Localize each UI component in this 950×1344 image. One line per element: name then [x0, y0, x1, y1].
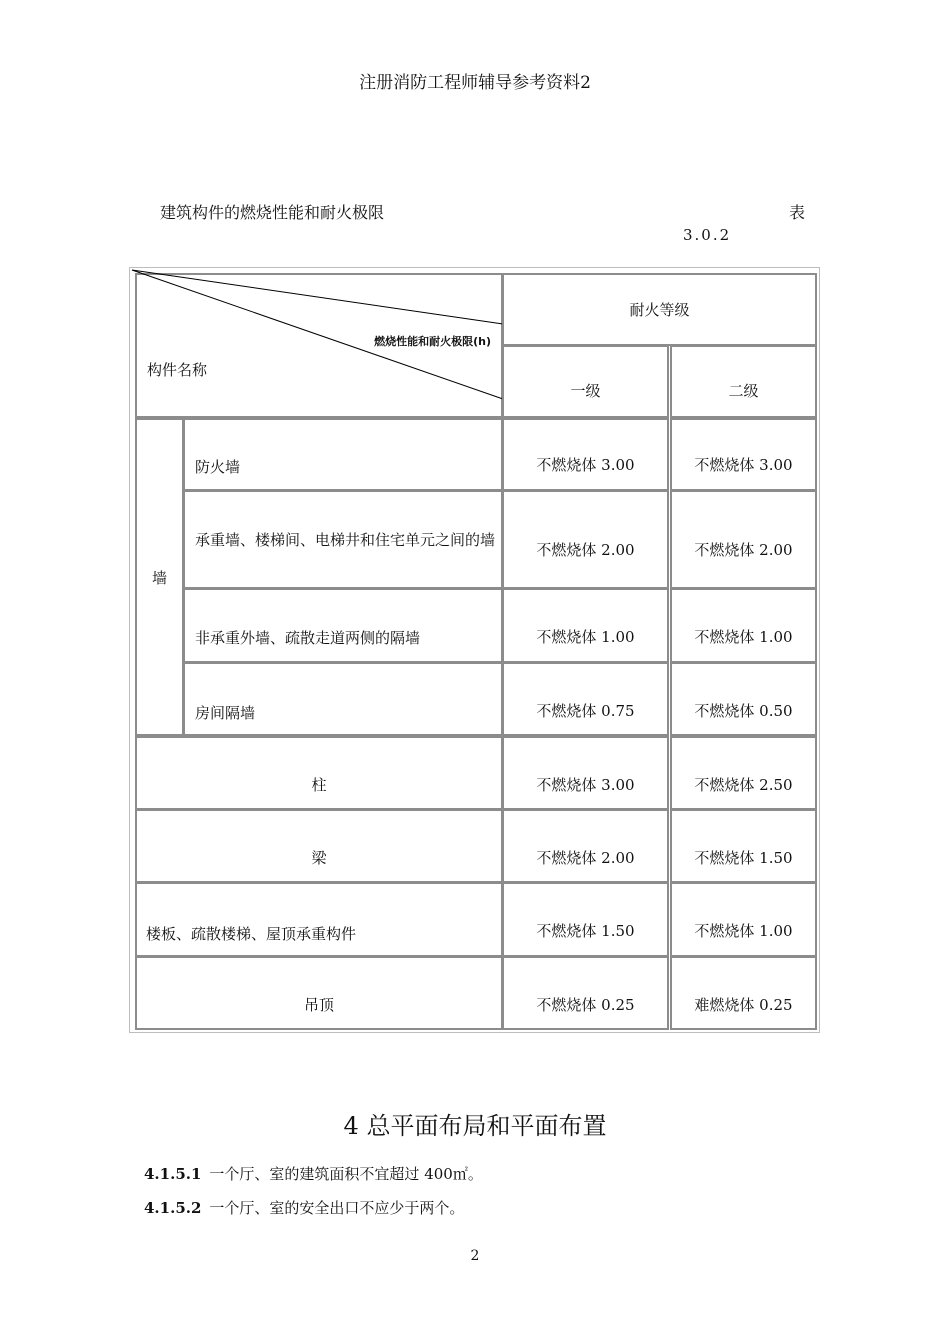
page-number: 2: [470, 1248, 480, 1264]
table-cell-grade2: 不燃烧体 1.50: [670, 809, 817, 883]
grade2-header: 二级: [670, 345, 817, 418]
fire-resistance-table: [129, 267, 820, 1033]
table-cell-grade1: 不燃烧体 1.00: [502, 588, 669, 663]
table-label: 表: [789, 203, 806, 222]
table-row-name: 非承重外墙、疏散走道两侧的隔墙: [183, 588, 503, 663]
table-row-name: 楼板、疏散楼梯、屋顶承重构件: [135, 882, 503, 957]
corner-bottom-label: 构件名称: [147, 361, 208, 379]
table-row-name: 承重墙、楼梯间、电梯井和住宅单元之间的墙: [183, 490, 503, 589]
list-item: [144, 1197, 464, 1218]
table-cell-grade2: 不燃烧体 0.50: [670, 662, 817, 736]
table-cell-grade1: 不燃烧体 3.00: [502, 736, 669, 810]
table-number: 3.0.2: [683, 226, 732, 244]
list-item: [144, 1163, 483, 1184]
item-number: 4.1.5.2: [144, 1199, 202, 1217]
table-cell-grade2: 不燃烧体 2.50: [670, 736, 817, 810]
corner-header-cell: [135, 273, 503, 418]
item-number: 4.1.5.1: [144, 1165, 202, 1183]
table-cell-grade1: 不燃烧体 1.50: [502, 882, 669, 957]
table-cell-grade1: 不燃烧体 2.00: [502, 809, 669, 883]
table-row-name: 房间隔墙: [183, 662, 503, 736]
table-cell-grade2: 不燃烧体 2.00: [670, 490, 817, 589]
section-title: 4 总平面布局和平面布置: [343, 1112, 607, 1140]
table-cell-grade1: 不燃烧体 0.75: [502, 662, 669, 736]
table-row-name: 吊顶: [135, 956, 503, 1030]
table-cell-grade1: 不燃烧体 3.00: [502, 418, 669, 491]
table-cell-grade2: 不燃烧体 3.00: [670, 418, 817, 491]
fire-rating-header: 耐火等级: [502, 273, 817, 346]
wall-group-cell: 墙: [135, 418, 184, 736]
item-text: 一个厅、室的安全出口不应少于两个。: [209, 1199, 465, 1217]
table-cell-grade2: 不燃烧体 1.00: [670, 588, 817, 663]
table-cell-grade2: 不燃烧体 1.00: [670, 882, 817, 957]
grade1-header: 一级: [502, 345, 669, 418]
table-cell-grade2: 难燃烧体 0.25: [670, 956, 817, 1030]
table-row-name: 梁: [135, 809, 503, 883]
table-row-name: 防火墙: [183, 418, 503, 491]
table-cell-grade1: 不燃烧体 2.00: [502, 490, 669, 589]
item-text: 一个厅、室的建筑面积不宜超过 400㎡。: [209, 1165, 483, 1183]
table-caption: 建筑构件的燃烧性能和耐火极限: [160, 203, 385, 222]
table-row-name: 柱: [135, 736, 503, 810]
table-cell-grade1: 不燃烧体 0.25: [502, 956, 669, 1030]
page-header: 注册消防工程师辅导参考资料2: [359, 73, 591, 93]
corner-top-label: 燃烧性能和耐火极限(h): [374, 335, 491, 348]
